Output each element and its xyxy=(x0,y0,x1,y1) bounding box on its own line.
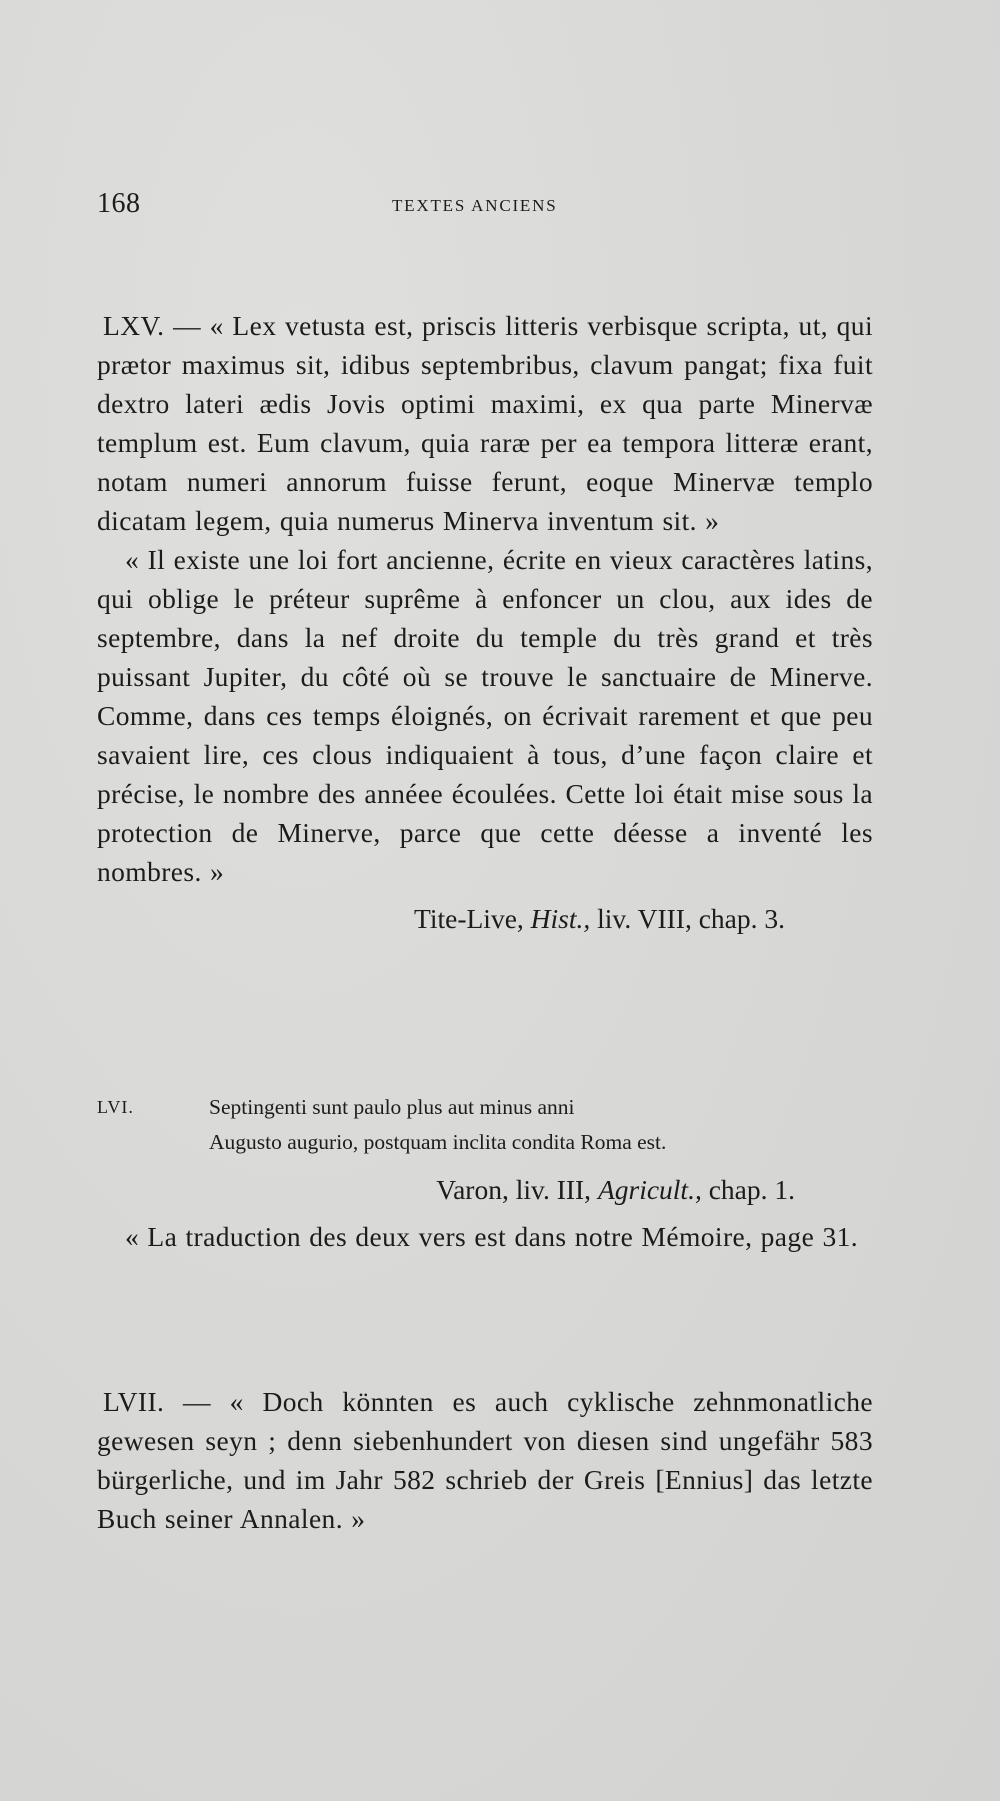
lxv-cite-work: Hist., xyxy=(530,903,591,934)
lxv-latin-paragraph: LXV. — « Lex vetusta est, priscis litteris verbisque scripta, ut, qui prætor maximus sit, idibus septembribus, clavum pangat; fixa fuit dextro lateri ædis Jovis optimi maximi, ex qua parte Minervæ templum est. Eum clavum, quia raræ per ea tempora litteræ erant, notam numeri annorum fuisse ferunt, eoque Minervæ templo dicatam legem, quia numerus Minerva inventum sit. » xyxy=(97,310,873,536)
lxv-cite-author: Tite-Live, xyxy=(414,903,524,934)
lxv-cite-rest: liv. VIII, chap. 3. xyxy=(597,903,785,934)
lvi-note: « La traduction des deux vers est dans notre Mémoire, page 31. xyxy=(125,1221,859,1252)
lvi-citation xyxy=(97,1170,873,1209)
lvi-verse-line-1: Septingenti sunt paulo plus aut minus anni xyxy=(209,1095,575,1119)
running-title: TEXTES ANCIENS xyxy=(392,196,558,215)
page-header xyxy=(97,188,857,228)
lxv-french-paragraph: « Il existe une loi fort ancienne, écrite en vieux caractères latins, qui oblige le préteur suprême à enfoncer un clou, aux ides de septembre, dans la nef droite du temple du très grand et très puissant Jupiter, du côté où se trouve le sanctuaire de Minerve. Comme, dans ces temps éloignés, on écrivait rarement et que peu savaient lire, ces clous indiquaient à tous, d’une façon claire et précise, le nombre des annéee écoulées. Cette loi était mise sous la protection de Minerve, parce que cette déesse a inventé les nombres. » xyxy=(97,544,873,887)
section-lvi xyxy=(97,1090,873,1256)
section-lxv xyxy=(97,306,873,938)
lvi-cite-author: Varon, liv. III, xyxy=(436,1174,592,1205)
lvi-cite-rest: chap. 1. xyxy=(708,1174,795,1205)
lvi-cite-work: Agricult., xyxy=(597,1174,702,1205)
lxv-citation xyxy=(97,899,873,938)
lvi-number: LVI. xyxy=(97,1097,134,1117)
lvi-verse-line-2: Augusto augurio, postquam inclita condita Roma est. xyxy=(209,1130,667,1154)
lvi-verse xyxy=(97,1090,873,1160)
page-number: 168 xyxy=(97,188,141,219)
lvii-paragraph: LVII. — « Doch könnten es auch cyklische zehnmonatliche gewesen seyn ; denn siebenhundert von diesen sind ungefähr 583 bürgerliche, und im Jahr 582 schrieb der Greis [Ennius] das letzte Buch seiner Annalen. » xyxy=(97,1386,873,1534)
lvi-verse-lines xyxy=(209,1090,666,1160)
section-lvii xyxy=(97,1382,873,1538)
